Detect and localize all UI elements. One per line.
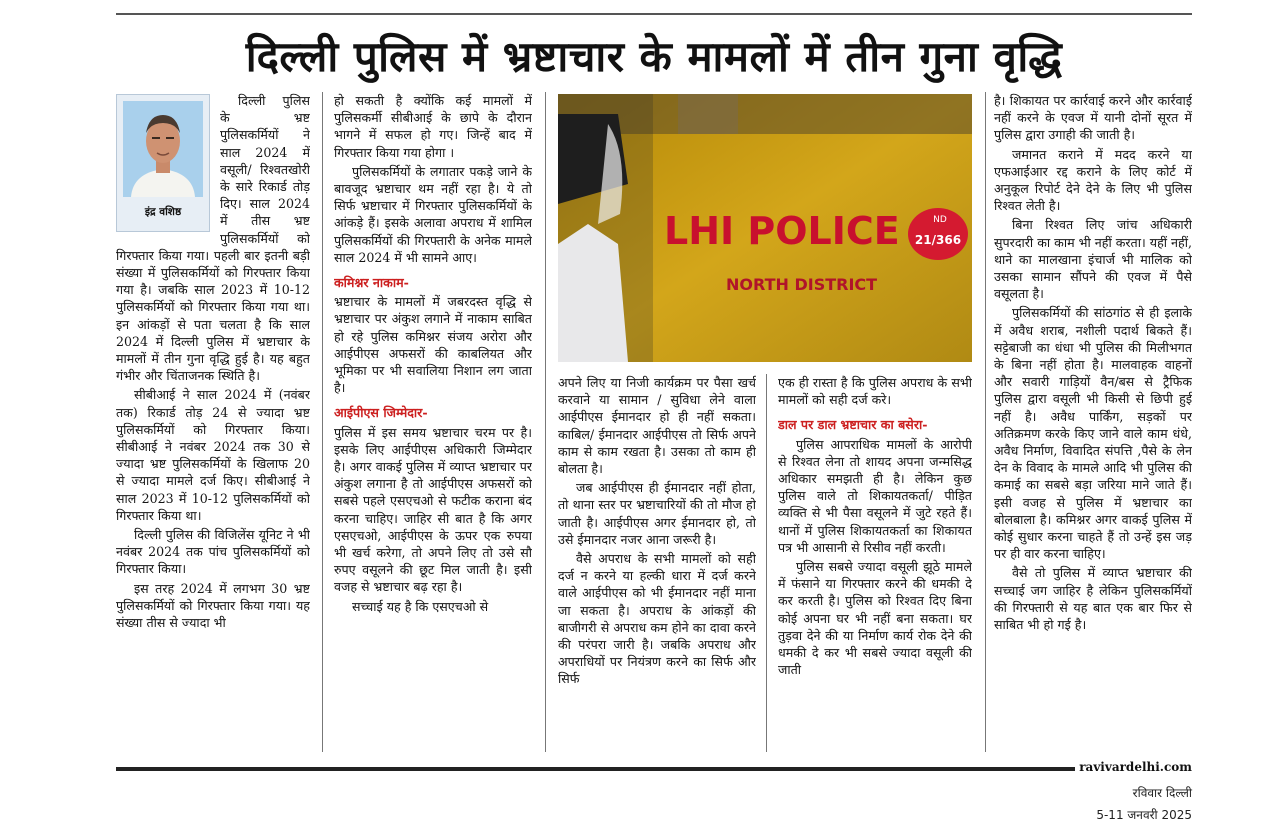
paragraph: अपने लिए या निजी कार्यक्रम पर पैसा खर्च करवाने या सामान / सुविधा लेने वाला आईपीएस ईमानदार हो ही नहीं सकता। काबिल/ ईमानदार आईपीएस तो सिर्फ अपने काम से काम रखता है। उसका तो काम ही बोलता है।: [558, 375, 756, 477]
article-column-2: [334, 92, 532, 752]
paragraph: सीबीआई ने साल 2024 में (नवंबर तक) रिकार्ड तोड़ 24 से ज्यादा भ्रष्ट पुलिसकर्मियों को गिरफ्तार किया। सीबीआई ने नवंबर 2024 तक 30 से ज्यादा भ्रष्ट पुलिसकर्मियों के खिलाफ 20 से ज्यादा मामले दर्ज किए। सीबीआई ने साल 2023 में 10-12 पुलिसकर्मियों को गिरफ्तार किया था।: [116, 387, 310, 523]
paragraph: वैसे तो पुलिस में व्याप्त भ्रष्टाचार की सच्चाई जग जाहिर है लेकिन पुलिसकर्मियों की गिरफ्तारी से यह बात एक बार फिर से साबित भी हो गई है।: [994, 565, 1192, 633]
website: ravivardelhi.com: [1075, 760, 1192, 774]
paragraph: पुलिसकर्मियों के लगातार पकड़े जाने के बावजूद भ्रष्टाचार थम नहीं रहा है। ये तो सिर्फ भ्रष्टाचार में गिरफ्तार पुलिसकर्मियों के आंकड़े हैं। इसके अलावा अपराध में शामिल पुलिसकर्मियों की गिरफ्तारी के अनेक मामले साल 2024 में भी सामने आए।: [334, 163, 532, 265]
author-name: इंद्र वशिष्ठ: [144, 205, 182, 218]
paragraph: बिना रिश्वत लिए जांच अधिकारी सुपरदारी का काम भी नहीं करता। यहीं नहीं, थाने का मालखाना इंचार्ज भी मालिक को उसका सामान सौंपने की एवज में पैसे वसूलता है।: [994, 217, 1192, 302]
article-column-4: [778, 374, 972, 752]
headline: दिल्ली पुलिस में भ्रष्टाचार के मामलों में तीन गुना वृद्धि: [245, 32, 1063, 81]
paragraph: एक ही रास्ता है कि पुलिस अपराध के सभी मामलों को सही दर्ज करे।: [778, 375, 972, 408]
sign-subtext: NORTH DISTRICT: [726, 275, 878, 294]
column-divider: [545, 92, 546, 752]
column-divider: [985, 92, 986, 752]
paragraph: जब आईपीएस ही ईमानदार नहीं होता, तो थाना स्तर पर भ्रष्टाचारियों की तो मौज हो जाती है। आईपीएस अगर ईमानदार हो, तो उसे ईमानदार नजर आना जरूरी है।: [558, 480, 756, 547]
edition-name: रविवार दिल्ली: [1132, 786, 1192, 800]
paragraph: पुलिस आपराधिक मामलों के आरोपी से रिश्वत लेना तो शायद अपना जन्मसिद्ध अधिकार समझती ही है। लेकिन कुछ पुलिस वाले तो शिकायतकर्ता/ पीड़ित व्यक्ति से भी पैसा वसूलने में जुटे रहते हैं। थानों में पुलिस शिकायतकर्ता का शिकायत पत्र भी आसानी से रिसीव नहीं करती।: [778, 436, 972, 555]
paragraph: दिल्ली पुलिस की विजिलेंस यूनिट ने भी नवंबर 2024 तक पांच पुलिसकर्मियों को गिरफ्तार किया।: [116, 527, 310, 577]
paragraph: पुलिस सबसे ज्यादा वसूली झूठे मामले में फंसाने या गिरफ्तार करने की धमकी दे कर करती है। पुलिस को रिश्वत दिए बिना कोई अपना घर भी नहीं बना सकता। घर तुड़वा देने की या निर्माण कार्य रोक देने की धमकी दे कर भी सबसे ज्यादा वसूली की जाती: [778, 559, 972, 678]
author-box: [116, 94, 210, 232]
paragraph: इस तरह 2024 में लगभग 30 भ्रष्ट पुलिसकर्मियों को गिरफ्तार किया गया। यह संख्या तीस से ज्यादा भी: [116, 580, 310, 631]
column-divider: [322, 92, 323, 752]
paragraph: पुलिसकर्मियों की सांठगांठ से ही इलाके में अवैध शराब, नशीली पदार्थ बिकते हैं। सट्टेबाजी का धंधा भी पुलिस की मिलीभगत के बिना नहीं होता है। मालवाहक वाहनों और सवारी गाड़ियों वैन/बस से ट्रैफिक पुलिस द्वारा वसूली भी किसी से छिपी हुई नहीं है। अवैध पार्किंग, सड़कों पर अतिक्रमण करके किए जाने वाले काम धंधे, अवैध निर्माण, विवादित संपत्ति ,पैसे के लेन देन के विवाद के मामले आदि भी पुलिस की कमाई का सबसे बड़ा जरिया माने जाते हैं। इसी वजह से पुलिस में भ्रष्टाचार का बोलबाला है। कमिश्नर अगर वाकई पुलिस में कोई सुधार करना चाहते हैं तो उन्हें इस जड़ पर ही वार करना चाहिए।: [994, 305, 1192, 562]
subheading-corruption: डाल पर डाल भ्रष्टाचार का बसेरा-: [778, 417, 928, 433]
article-column-3: [558, 374, 756, 752]
badge-top: ND: [933, 215, 947, 225]
paragraph: दिल्ली पुलिस के भ्रष्ट पुलिसकर्मियों ने साल 2024 में वसूली/ रिश्वतखोरी के सारे रिकार्ड तोड़ दिए। साल 2024 में तीस भ्रष्ट पुलिसकर्मियों को गिरफ्तार किया गया। पहली बार इतनी बड़ी संख्या में पुलिसकर्मियों को गिरफ्तार किया गया है। जबकि साल 2023 में 10-12 पुलिसकर्मियों को गिरफ्तार किया गया था। इन आंकड़ों से पता चलता है कि साल 2024 में दिल्ली पुलिस में भ्रष्टाचार के मामलों में तीन गुना वृद्धि हुई है। यह बहुत गंभीर और चिंताजनक स्थिति है।: [116, 93, 310, 384]
subheading-commissioner-failed: कमिश्नर नाकाम-: [334, 275, 409, 291]
paragraph: जमानत कराने में मदद करने या एफआईआर रद्द कराने के लिए कोर्ट में अनुकूल रिपोर्ट देने देने के लिए भी पुलिस रिश्वत लेती है।: [994, 146, 1192, 214]
issue-date: 5-11 जनवरी 2025: [1096, 808, 1192, 822]
sign-text: LHI POLICE: [664, 209, 900, 253]
paragraph: सच्चाई यह है कि एसएचओ से: [352, 598, 489, 614]
bottom-rule: [116, 767, 1192, 771]
paragraph: वैसे अपराध के सभी मामलों को सही दर्ज न करने या हल्की धारा में दर्ज करने वाले आईपीएस को भी ईमानदार नहीं माना जा सकता है। अपराध के आंकड़ों की बाजीगरी से अपराध कम होने का दावा करने की परंपरा जारी है। जबकि अपराध और अपराधियों पर नियंत्रण करने का सिर्फ और सिर्फ: [558, 551, 756, 687]
paragraph: हो सकती है क्योंकि कई मामलों में पुलिसकर्मी सीबीआई के छापे के दौरान भागने में सफल हो गए। जिन्हें बाद में गिरफ्तार किया गया होगा ।: [334, 93, 532, 160]
police-sign-photo: [558, 94, 972, 362]
paragraph: पुलिस में इस समय भ्रष्टाचार चरम पर है। इसके लिए आईपीएस अधिकारी जिम्मेदार है। अगर वाकई पुलिस में व्याप्त भ्रष्टाचार पर अंकुश लगाना है तो आईपीएस अफसरों को सबसे पहले एसएचओ से फटीक कराना बंद करना चाहिए। जाहिर सी बात है कि अगर एसएचओ, आईपीएस के ऊपर एक रुपया भी खर्च करेगा, तो अपने लिए तो उसे सौ रुपए वसूलने की छूट मिल जाती है। इसी वजह से भ्रष्टाचार बढ़ रहा है।: [334, 424, 532, 595]
column-divider: [766, 374, 767, 752]
paragraph: भ्रष्टाचार के मामलों में जबरदस्त वृद्धि से भ्रष्टाचार पर अंकुश लगाने में नाकाम साबित हो रहे पुलिस कमिश्नर संजय अरोरा और आईपीएस अफसरों की काबलियत और भूमिका पर भी सवालिया निशान लग जाता है।: [334, 294, 532, 396]
subheading-ips-responsible: आईपीएस जिम्मेदार-: [334, 405, 428, 421]
author-photo: [123, 101, 203, 197]
top-rule: [116, 13, 1192, 15]
article-column-1: [116, 92, 310, 752]
paragraph: है। शिकायत पर कार्रवाई करने और कार्रवाई नहीं करने के एवज में यानी दोनों सूरत में पुलिस द्वारा उगाही की जाती है।: [994, 93, 1192, 143]
badge-number: 21/366: [914, 233, 962, 247]
article-column-5: [994, 92, 1192, 752]
